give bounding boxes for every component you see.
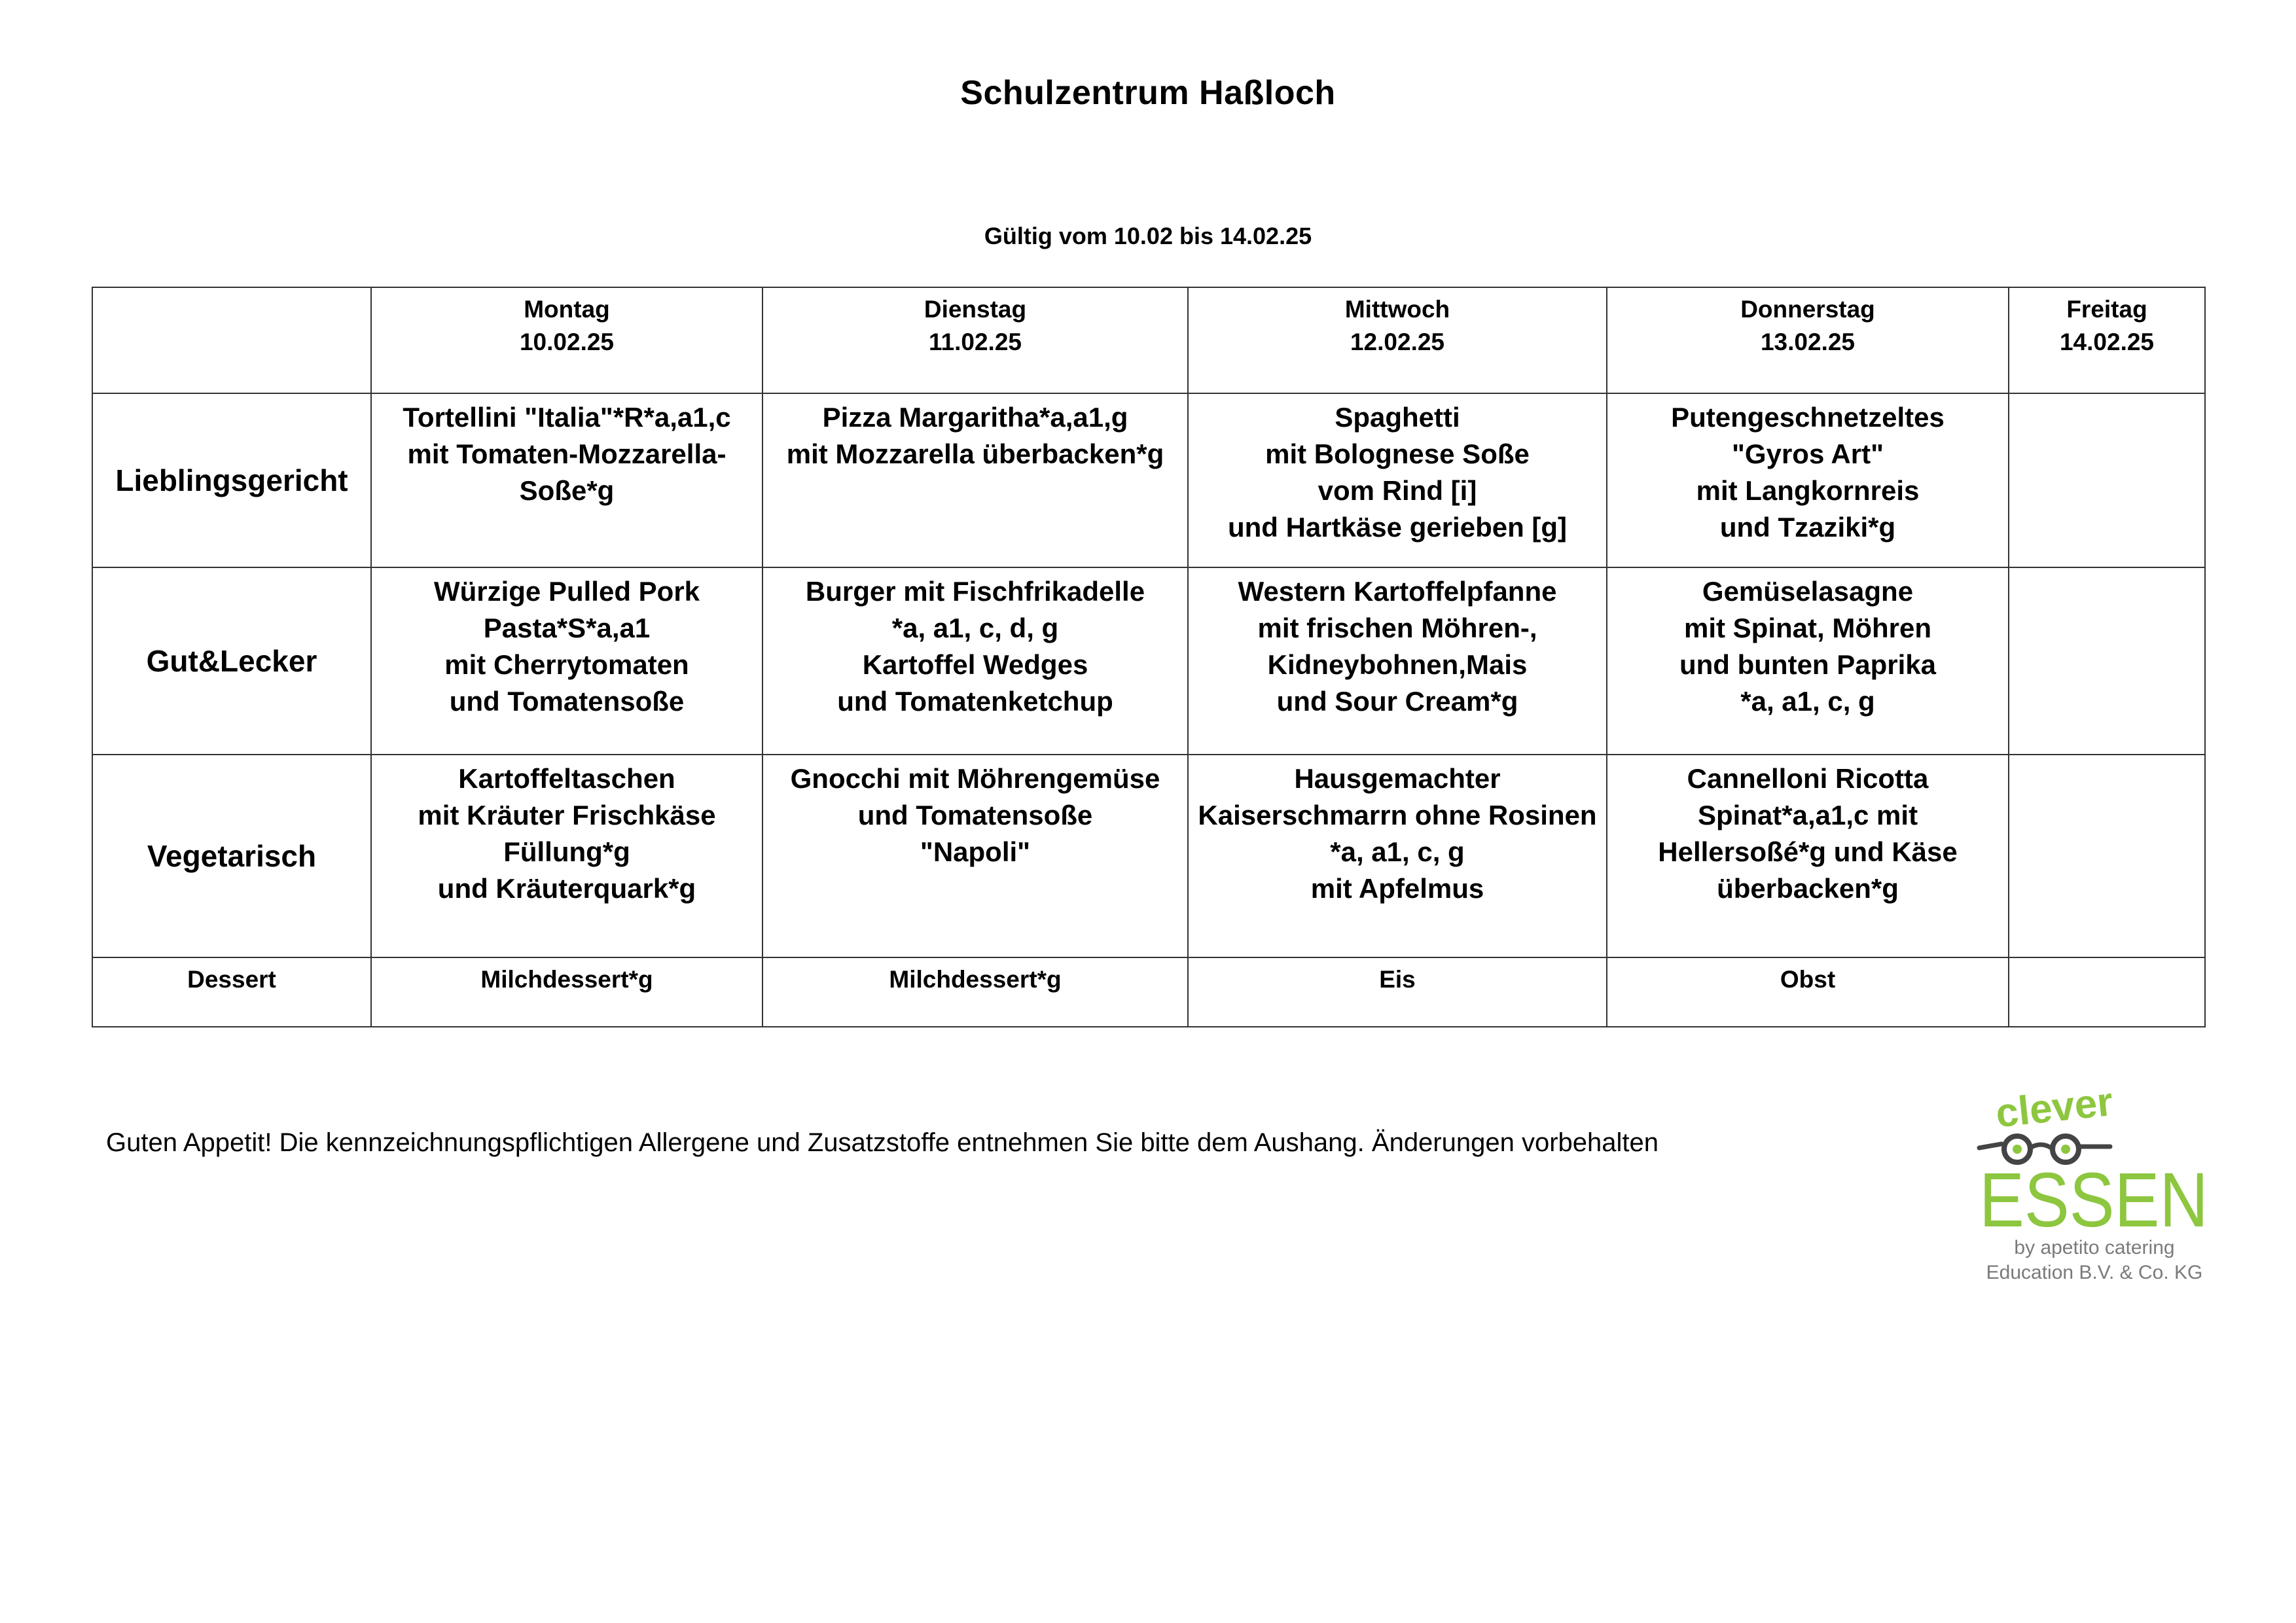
day-date: 14.02.25 [2059, 329, 2155, 355]
meal-line: Füllung*g [503, 836, 630, 867]
menu-table [92, 287, 2206, 1027]
meal-line: und Tzaziki*g [1719, 512, 1896, 543]
meal-line: Pasta*S*a,a1 [483, 613, 651, 643]
meal-line: Spaghetti [1335, 402, 1460, 433]
meal-line: und bunten Paprika [1679, 649, 1937, 680]
logo-word-clever: clever [1993, 1080, 2115, 1137]
meal-cell [2009, 393, 2205, 567]
meal-cell [1188, 393, 1607, 567]
dessert-cell [2009, 957, 2205, 1027]
meal-line: und Tomatensoße [857, 800, 1093, 830]
meal-line: Hellersoßé*g und Käse [1658, 836, 1958, 867]
meal-line: überbacken*g [1717, 873, 1899, 904]
page-title: Schulzentrum Haßloch [960, 74, 1336, 112]
meal-cell [2009, 755, 2205, 957]
day-name: Donnerstag [1740, 296, 1875, 323]
category-label: Lieblingsgericht [92, 393, 371, 567]
meal-line: Hausgemachter [1294, 763, 1501, 794]
meal-line: *a, a1, c, g [1740, 686, 1875, 717]
meal-line: Cannelloni Ricotta [1687, 763, 1929, 794]
day-date: 13.02.25 [1760, 329, 1856, 355]
day-name: Freitag [2066, 296, 2147, 323]
meal-line: Kaiserschmarrn ohne Rosinen [1198, 800, 1597, 830]
meal-line: und Sour Cream*g [1276, 686, 1518, 717]
day-date: 11.02.25 [929, 329, 1022, 355]
meal-line: und Tomatenketchup [837, 686, 1113, 717]
dessert-cell: Milchdessert*g [371, 957, 762, 1027]
meal-line: Würzige Pulled Pork [433, 576, 700, 607]
day-name: Dienstag [924, 296, 1027, 323]
logo-byline [1977, 1236, 2212, 1285]
table-header-row [92, 287, 2205, 393]
category-label: Gut&Lecker [92, 567, 371, 755]
meal-line: und Tomatensoße [449, 686, 685, 717]
meal-line: Burger mit Fischfrikadelle [805, 576, 1145, 607]
meal-line: Gnocchi mit Möhrengemüse [790, 763, 1160, 794]
meal-line: mit frischen Möhren-, [1257, 613, 1537, 643]
corner-cell [92, 287, 371, 393]
meal-line: Kartoffeltaschen [458, 763, 675, 794]
meal-line: Western Kartoffelpfanne [1238, 576, 1557, 607]
meal-line: und Kräuterquark*g [437, 873, 696, 904]
meal-line: "Napoli" [920, 836, 1031, 867]
meal-line: mit Cherrytomaten [444, 649, 689, 680]
meal-line: Gemüselasagne [1702, 576, 1914, 607]
meal-cell [1607, 755, 2009, 957]
meal-cell [1607, 567, 2009, 755]
meal-line: Tortellini "Italia"*R*a,a1,c [403, 402, 731, 433]
day-header [1607, 287, 2009, 393]
meal-line: und Hartkäse gerieben [g] [1227, 512, 1568, 543]
meal-cell [762, 393, 1188, 567]
meal-cell [1188, 755, 1607, 957]
validity-period: Gültig vom 10.02 bis 14.02.25 [984, 223, 1312, 249]
meal-line: "Gyros Art" [1732, 438, 1884, 469]
meal-line: mit Kräuter Frischkäse [418, 800, 716, 830]
meal-line: Kidneybohnen,Mais [1267, 649, 1528, 680]
meal-line: mit Mozzarella überbacken*g [786, 438, 1164, 469]
meal-line: vom Rind [i] [1318, 475, 1477, 506]
meal-line: mit Spinat, Möhren [1684, 613, 1931, 643]
meal-line: Pizza Margaritha*a,a1,g [822, 402, 1128, 433]
day-header [371, 287, 762, 393]
meal-line: mit Langkornreis [1696, 475, 1920, 506]
meal-line: Kartoffel Wedges [862, 649, 1088, 680]
menu-row-dessert [92, 957, 2205, 1027]
meal-line: Spinat*a,a1,c mit [1697, 800, 1918, 830]
day-header [2009, 287, 2205, 393]
meal-cell [2009, 567, 2205, 755]
dessert-cell: Obst [1607, 957, 2009, 1027]
dessert-cell: Eis [1188, 957, 1607, 1027]
logo-byline-1: by apetito catering [2014, 1237, 2175, 1258]
logo-word-essen: ESSEN [1979, 1157, 2208, 1234]
meal-line: Soße*g [519, 475, 615, 506]
day-date: 12.02.25 [1350, 329, 1445, 355]
meal-line: *a, a1, c, d, g [891, 613, 1059, 643]
menu-row-lieblingsgericht [92, 393, 2205, 567]
meal-cell [371, 393, 762, 567]
meal-cell [1607, 393, 2009, 567]
meal-line: mit Tomaten-Mozzarella- [407, 438, 726, 469]
clever-essen-logo [1977, 1080, 2212, 1296]
meal-line: mit Apfelmus [1310, 873, 1484, 904]
day-name: Montag [524, 296, 610, 323]
dessert-cell: Milchdessert*g [762, 957, 1188, 1027]
category-label: Vegetarisch [92, 755, 371, 957]
meal-cell [762, 567, 1188, 755]
meal-cell [1188, 567, 1607, 755]
menu-row-vegetarisch [92, 755, 2205, 957]
meal-cell [762, 755, 1188, 957]
footer-note: Guten Appetit! Die kennzeichnungspflichtigen Allergene und Zusatzstoffe entnehmen Sie bitte dem Aushang. Änderungen vorbehalten [106, 1128, 1659, 1157]
day-name: Mittwoch [1344, 296, 1450, 323]
meal-cell [371, 755, 762, 957]
day-date: 10.02.25 [519, 329, 615, 355]
meal-line: *a, a1, c, g [1330, 836, 1465, 867]
meal-cell [371, 567, 762, 755]
meal-line: mit Bolognese Soße [1265, 438, 1530, 469]
logo-mark [1977, 1080, 2212, 1234]
logo-byline-2: Education B.V. & Co. KG [1986, 1262, 2203, 1283]
day-header [762, 287, 1188, 393]
day-header [1188, 287, 1607, 393]
menu-row-gut-lecker [92, 567, 2205, 755]
meal-line: Putengeschnetzeltes [1671, 402, 1945, 433]
category-label: Dessert [92, 957, 371, 1027]
